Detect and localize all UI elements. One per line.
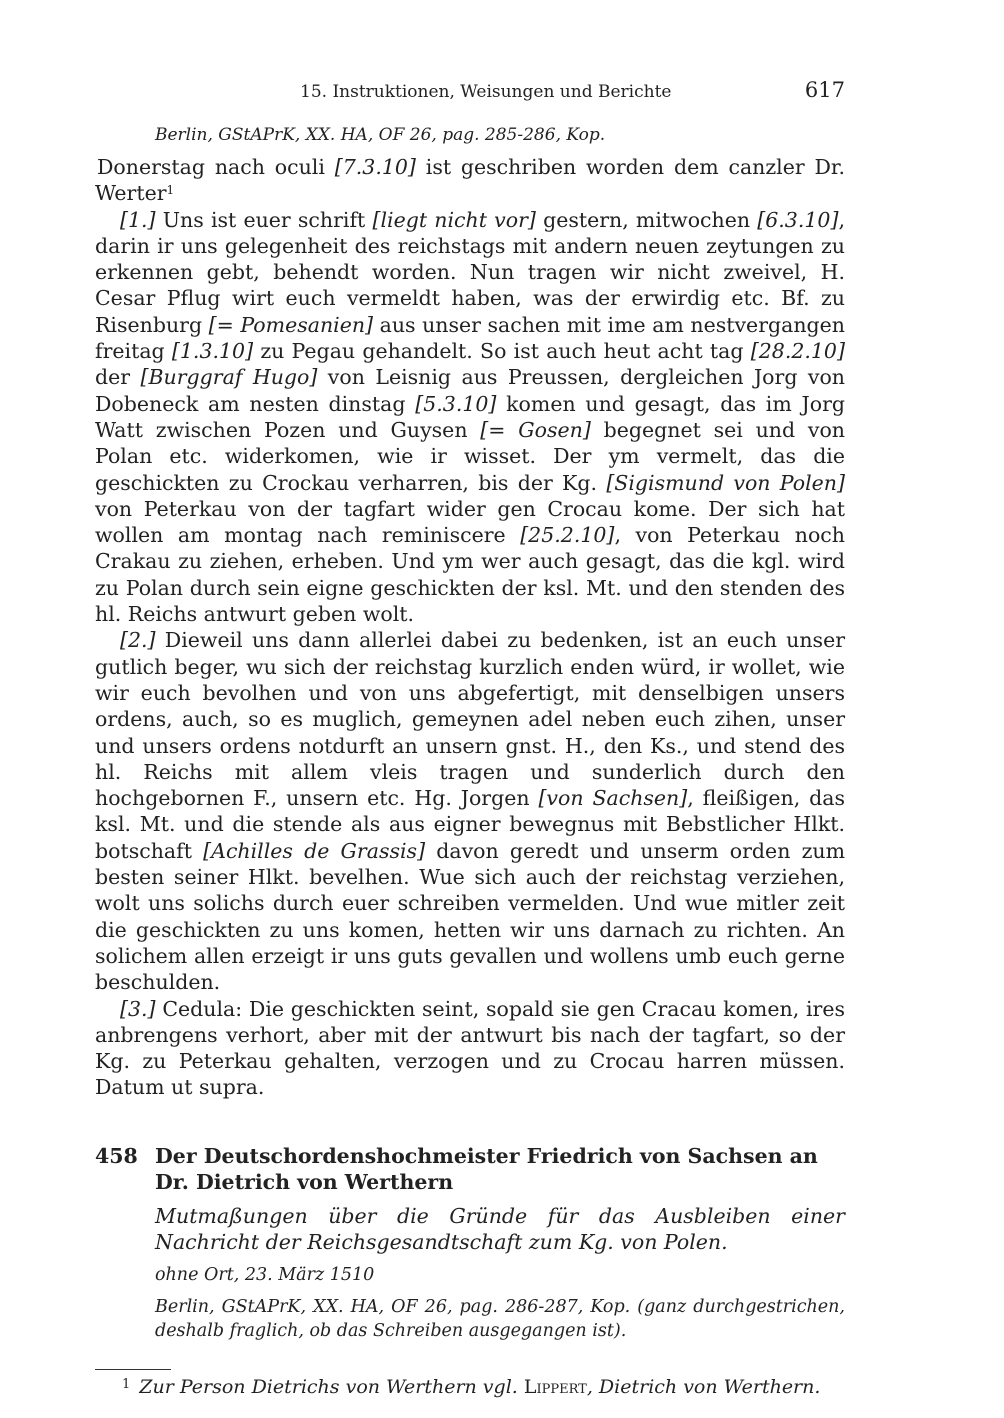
- document-date: ohne Ort, 23. März 1510: [155, 1264, 375, 1285]
- page: [95, 78, 845, 1398]
- footnote-divider: [95, 1369, 171, 1370]
- author-name: Lippert: [523, 1375, 587, 1398]
- document-entry: [95, 1143, 845, 1343]
- section-label: [1.]: [120, 207, 156, 232]
- running-title: 15. Instruktionen, Weisungen und Berichte: [300, 82, 672, 102]
- document-archive: Berlin, GStAPrK, XX. HA, OF 26, pag. 286-287, Kop. (ganz durchgestrichen, deshalb fraglich, ob das Schreiben ausgegangen ist).: [155, 1296, 845, 1341]
- document-summary: Mutmaßungen über die Gründe für das Ausbleiben einer Nachricht der Reichsgesandtschaft zum Kg. von Polen.: [155, 1203, 845, 1254]
- editorial-date: [7.3.10]: [334, 155, 416, 179]
- paragraph-3: [3.] Cedula: Die geschickten seint, sopald sie gen Cracau komen, ires anbrengens verhort, aber mit der antwurt bis nach der tagfart, so der Kg. zu Peterkau gehalten, verzogen und zu Crocau harren müssen. Datum ut supra.: [95, 996, 845, 1100]
- paragraph-1: [1.] Uns ist euer schrift [liegt nicht vor] gestern, mitwochen [6.3.10], darin ir uns gelegenheit des reichstags mit andern neuen zeytungen zu erkennen gebt, behendt worden. Nun tragen wir nicht zweivel, H. Cesar Pflug wirt euch vermeldt haben, was der erwirdig etc. Bf. zu Risenburg [= Pomesanien] aus unser sachen mit ime am nestvergangen freitag [1.3.10] zu Pegau gehandelt. So ist auch heut acht tag [28.2.10] der [Burggraf Hugo] von Leisnig aus Preussen, dergleichen Jorg von Dobeneck am nesten dinstag [5.3.10] komen und gesagt, das im Jorg Watt zwischen Pozen und Guysen [= Gosen] begegnet sei und von Polan etc. widerkomen, wie ir wisset. Der ym vermelt, das die geschickten zu Crockau verharren, bis der Kg. [Sigismund von Polen] von Peterkau von der tagfart wider gen Crocau kome. Der sich hat wollen am montag nach reminiscere [25.2.10], von Peterkau noch Crakau zu ziehen, erheben. Und ym wer auch gesagt, das die kgl. wird zu Polan durch sein eigne geschickten der ksl. Mt. und den stenden des hl. Reichs antwurt geben wolt.: [95, 207, 845, 627]
- footnote-reference[interactable]: 1: [166, 183, 175, 198]
- page-number: 617: [804, 78, 845, 102]
- letter-intro: Donerstag nach oculi [7.3.10] ist geschriben worden dem canzler Dr. Werter$^1$: [95, 155, 845, 206]
- source-citation: Berlin, GStAPrK, XX. HA, OF 26, pag. 285-286, Kop.: [155, 125, 606, 145]
- document-title: Der Deutschordenshochmeister Friedrich von Sachsen an Dr. Dietrich von Werthern: [155, 1143, 818, 1194]
- section-label: [3.]: [120, 996, 156, 1021]
- section-label: [2.]: [120, 628, 156, 653]
- document-number: 458: [95, 1143, 138, 1168]
- footnote: $^1$ Zur Person Dietrichs von Werthern vgl. Lippert, Dietrich von Werthern.: [122, 1375, 821, 1398]
- paragraph-2: [2.] Dieweil uns dann allerlei dabei zu bedenken, ist an euch unser gutlich beger, wu sich der reichstag kurzlich enden würd, ir wollet, wie wir euch bevolhen und von uns abgefertigt, mit denselbigen unsers ordens, auch, so es muglich, gemeynen adel neben euch zihen, unser und unsers ordens notdurft an unsern gnst. H., den Ks., und stend des hl. Reichs mit allem vleis tragen und sunderlich durch den hochgebornen F., unsern etc. Hg. Jorgen [von Sachsen], fleißigen, das ksl. Mt. und die stende als aus eigner bewegnus mit Bebstlicher Hlkt. botschaft [Achilles de Grassis] davon geredt und unserm orden zum besten seiner Hlkt. bevelhen. Wue sich auch der reichstag verziehen, wolt uns solichs durch euer schreiben vermelden. Und wue mitler zeit die geschickten zu uns komen, hetten wir uns darnach zu richten. An solichem allen erzeigt ir uns guts gevallen und wollens umb euch gerne beschulden.: [95, 628, 846, 995]
- footnote-mark: 1: [122, 1376, 131, 1392]
- running-header: [95, 78, 845, 108]
- letter-text: [95, 154, 845, 1101]
